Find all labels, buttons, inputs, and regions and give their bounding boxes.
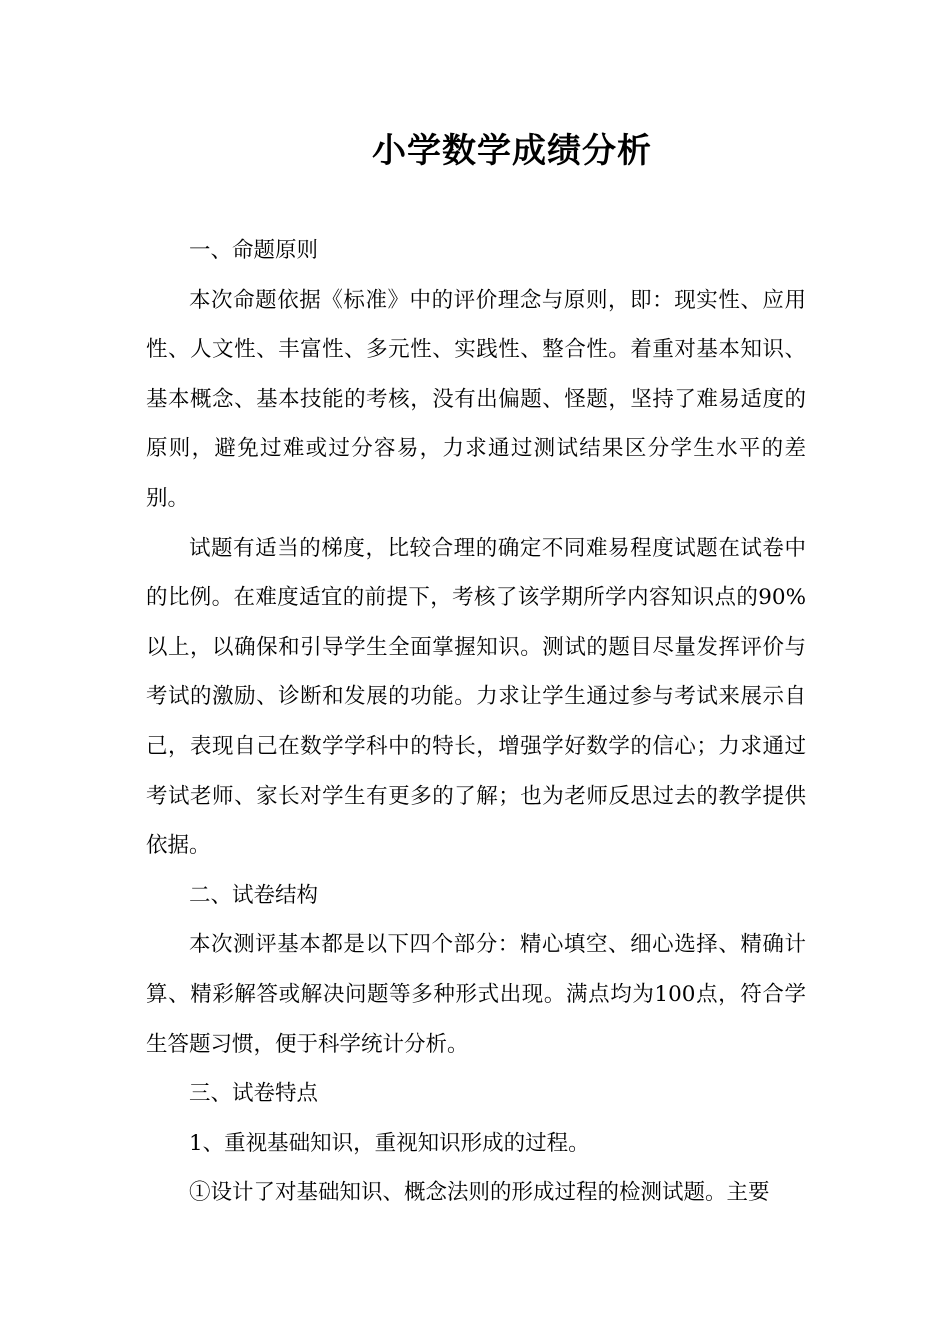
paragraph-3: 本次测评基本都是以下四个部分：精心填空、细心选择、精确计算、精彩解答或解决问题等多种形式出现。满点均为100点，符合学生答题习惯，便于科学统计分析。 bbox=[146, 932, 806, 1057]
section-heading-3: 三、试卷特点 bbox=[189, 1081, 319, 1107]
document-body bbox=[146, 226, 806, 1218]
section-heading-1: 一、命题原则 bbox=[189, 238, 319, 263]
section-heading-2: 二、试卷结构 bbox=[189, 882, 319, 908]
paragraph-5: ①设计了对基础知识、概念法则的形成过程的检测试题。主要 bbox=[189, 1180, 770, 1206]
document-title: 小学数学成绩分析 bbox=[372, 131, 652, 171]
paragraph-2: 试题有适当的梯度，比较合理的确定不同难易程度试题在试卷中的比例。在难度适宜的前提下，考核了该学期所学内容知识点的90%以上，以确保和引导学生全面掌握知识。测试的题目尽量发挥评价与考试的激励、诊断和发展的功能。力求让学生通过参与考试来展示自己，表现自己在数学学科中的特长，增强学好数学的信心；力求通过考试老师、家长对学生有更多的了解；也为老师反思过去的教学提供依据。 bbox=[146, 535, 806, 859]
paragraph-1: 本次命题依据《标准》中的评价理念与原则，即：现实性、应用性、人文性、丰富性、多元性、实践性、整合性。着重对基本知识、基本概念、基本技能的考核，没有出偏题、怪题，坚持了难易适度的原则，避免过难或过分容易，力求通过测试结果区分学生水平的差别。 bbox=[146, 287, 806, 511]
paragraph-4: 1、重视基础知识，重视知识形成的过程。 bbox=[189, 1130, 590, 1156]
